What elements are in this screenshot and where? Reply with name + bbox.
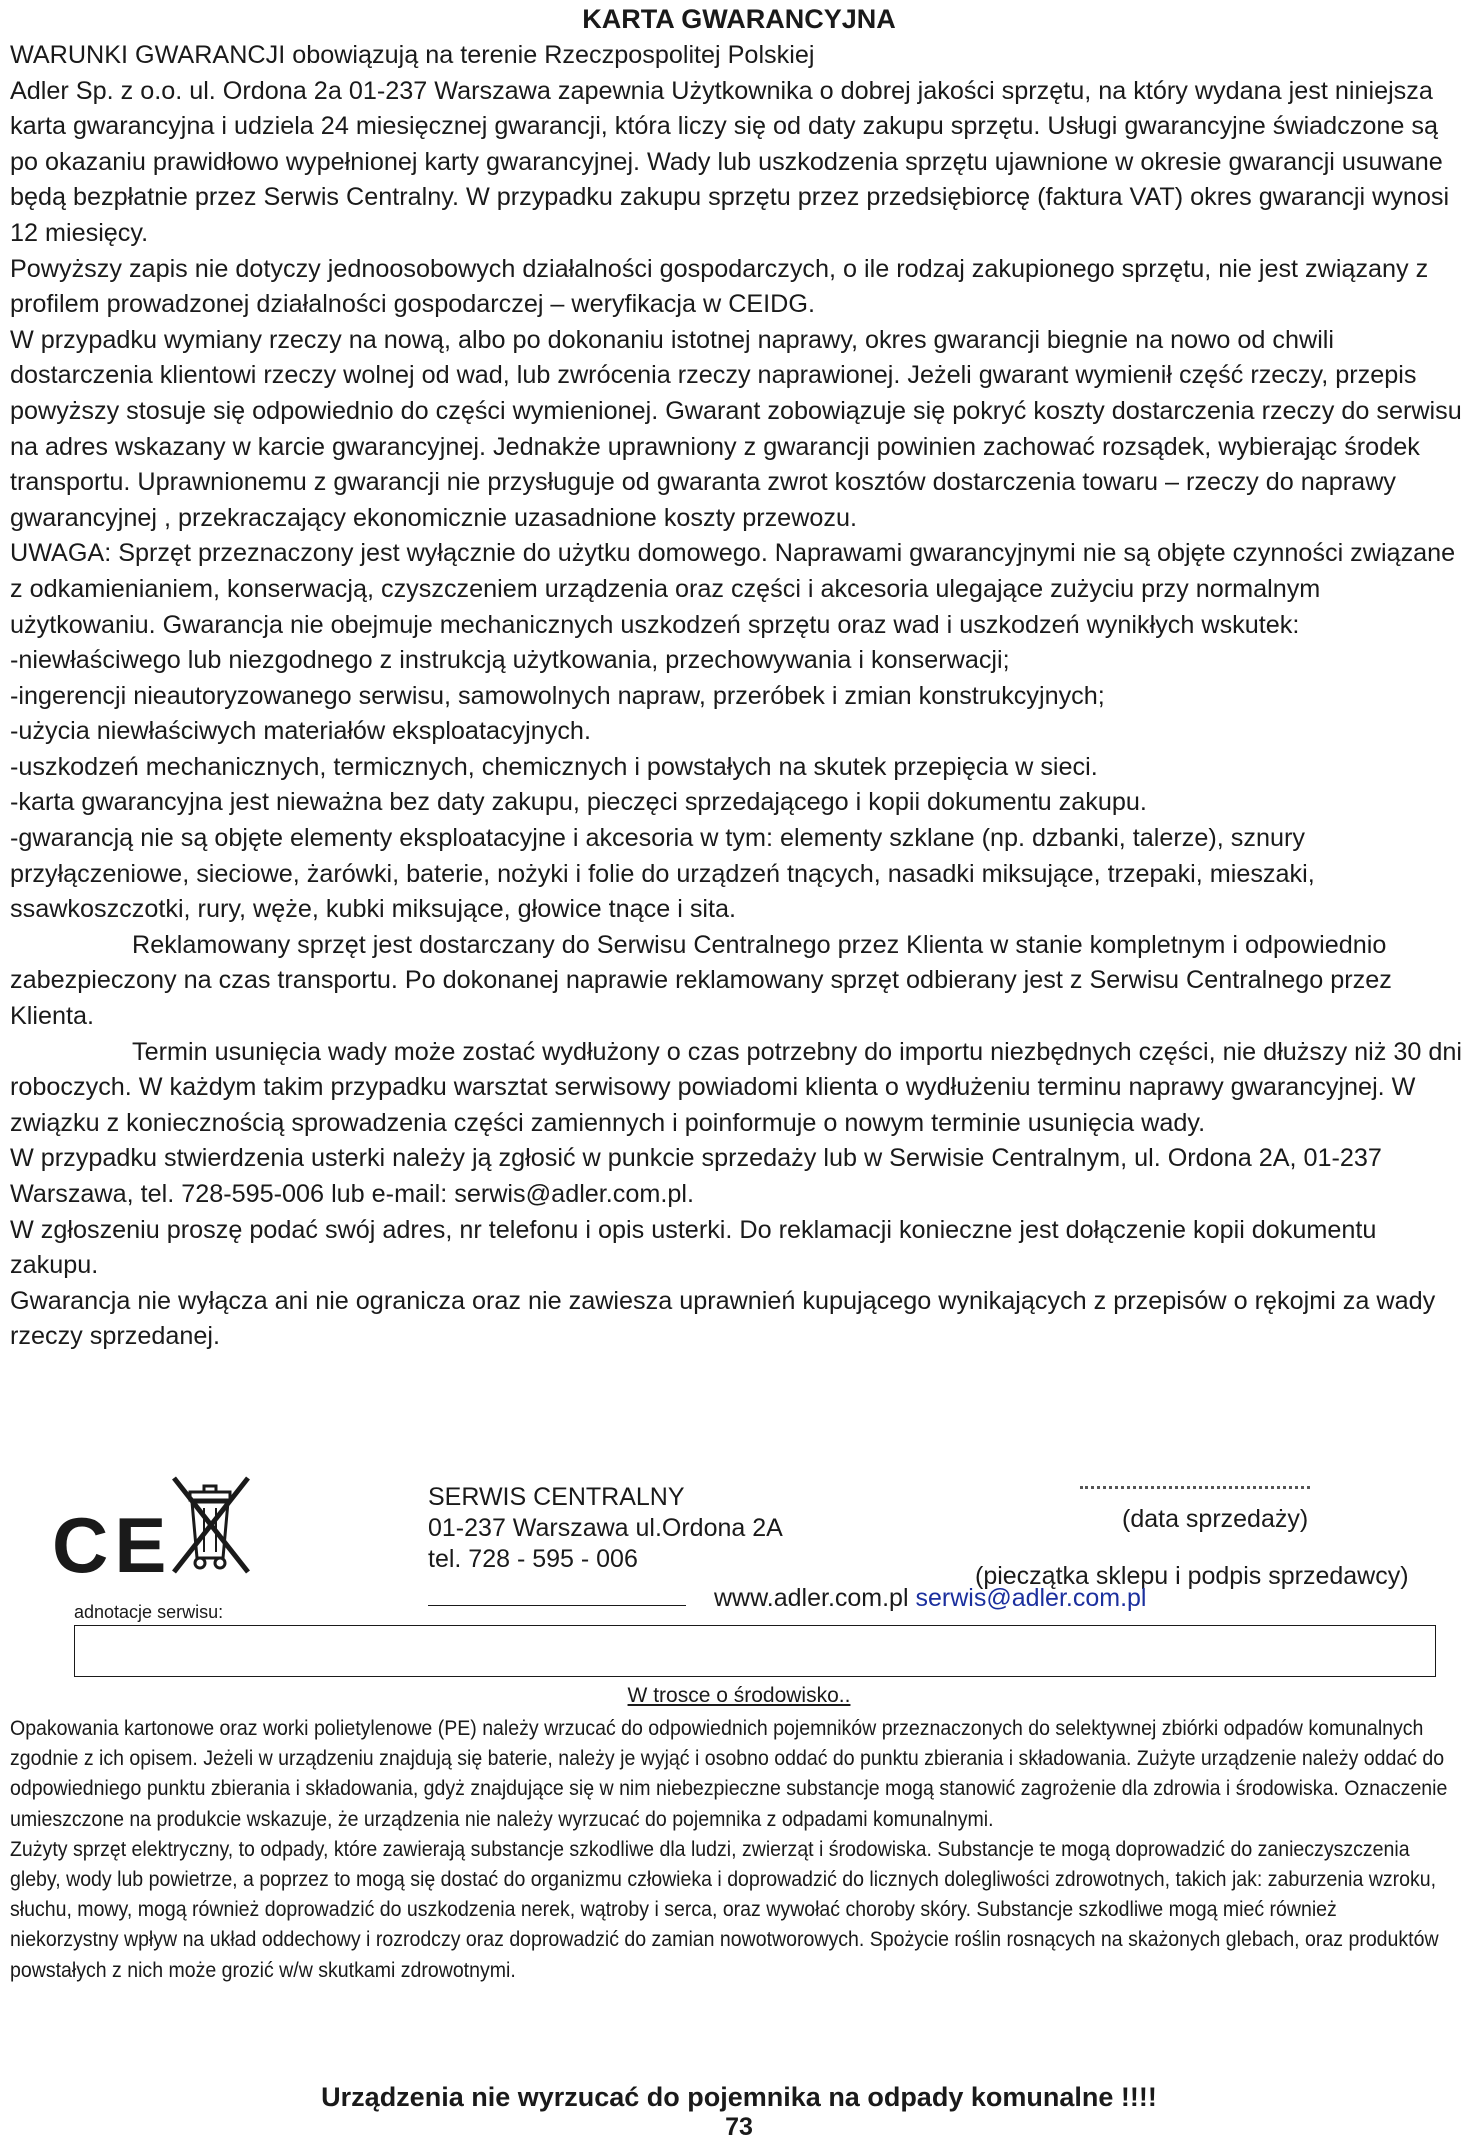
terms-paragraph: Adler Sp. z o.o. ul. Ordona 2a 01-237 Warszawa zapewnia Użytkownika o dobrej jakości sprzętu, na który wydana jest niniejsza karta gwarancyjna i udziela 24 miesięcznej gwarancji, która liczy się od daty zakupu sprzętu. Usługi gwarancyjne świadczone są po okazaniu prawidłowo wypełnionej karty gwarancyjnej. Wady lub uszkodzenia sprzętu ujawnione w okresie gwarancji usuwane będą bezpłatnie przez Serwis Centralny. W przypadku zakupu sprzętu przez przedsiębiorcę (faktura VAT) okres gwarancji wynosi 12 miesięcy. xyxy=(10,76,1450,247)
exclusion-item: -ingerencji nieautoryzowanego serwisu, samowolnych napraw, przeróbek i zmian konstrukcyjnych; xyxy=(10,681,1105,710)
environment-heading xyxy=(0,1684,1478,1708)
environment-paragraph: Zużyty sprzęt elektryczny, to odpady, które zawierają substancje szkodliwe dla ludzi, zwierząt i środowiska. Substancje te mogą doprowadzić do zanieczyszczenia gleby, wody lub powietrze, a poprzez to mogą się dostać do organizmu człowieka i doprowadzić do licznych dolegliwości zdrowotnych, takich jak: zaburzenia wzroku, słuchu, mowy, mogą również doprowadzić do uszkodzenia nerek, wątroby i serca, oraz wywołać choroby skóry. Substancje szkodliwe mogą mieć również niekorzystny wpływ na układ oddechowy i rozrodczy oraz doprowadzić do zamian nowotworowych. Spożycie roślin rosnących na skażonych glebach, oraz produktów powstałych z nich może grozić w/w skutkami zdrowotnymi. xyxy=(10,1837,1439,1982)
exclusion-item: -gwarancją nie są objęte elementy eksploatacyjne i akcesoria w tym: elementy szklane (np. dzbanki, talerze), sznury przyłączeniowe, sieciowe, żarówki, baterie, nożyki i folie do urządzeń tnących, nasadki miksujące, trzepaki, mieszaki, ssawkoszczotki, rury, węże, kubki miksujące, głowice tnące i sita. xyxy=(10,824,1315,924)
warranty-terms xyxy=(10,38,1470,1355)
contact-links xyxy=(714,1584,1147,1613)
terms-paragraph: W przypadku wymiany rzeczy na nową, albo po dokonaniu istotnej naprawy, okres gwarancji biegnie na nowo od chwili dostarczenia klientowi rzeczy wolnej od wad, lub zwrócenia rzeczy naprawionej. Jeżeli gwarant wymienił część rzeczy, przepis powyższy stosuje się odpowiednio do części wymienionej. Gwarant zobowiązuje się pokryć koszty dostarczenia rzeczy do serwisu na adres wskazany w karcie gwarancyjnej. Jednakże uprawniony z gwarancji powinien zachować rozsądek, wybierając środek transportu. Uprawnionemu z gwarancji nie przysługuje od gwaranta zwrot kosztów dostarczenia towaru – rzeczy do naprawy gwarancyjnej , przekraczający ekonomicznie uzasadnione koszty przewozu. xyxy=(10,325,1462,532)
environment-text xyxy=(10,1714,1450,1986)
terms-paragraph: Reklamowany sprzęt jest dostarczany do Serwisu Centralnego przez Klienta w stanie kompletnym i odpowiednio zabezpieczony na czas transportu. Po dokonanej naprawie reklamowany sprzęt odbierany jest z Serwisu Centralnego przez Klienta. xyxy=(10,930,1392,1031)
service-center-block xyxy=(428,1482,783,1575)
website-link[interactable]: www.adler.com.pl xyxy=(714,1584,909,1612)
stamp-label: (pieczątka sklepu i podpis sprzedawcy) xyxy=(975,1562,1409,1590)
sale-date-field[interactable] xyxy=(1080,1486,1310,1489)
divider xyxy=(428,1605,686,1606)
terms-paragraph: WARUNKI GWARANCJI obowiązują na terenie Rzeczpospolitej Polskiej xyxy=(10,41,815,69)
ce-mark-icon: CE xyxy=(52,1501,173,1589)
email-link[interactable]: serwis@adler.com.pl xyxy=(915,1584,1147,1612)
service-notes-field[interactable] xyxy=(74,1625,1436,1677)
environment-paragraph: Opakowania kartonowe oraz worki polietylenowe (PE) należy wrzucać do odpowiednich pojemników przeznaczonych do selektywnej zbiórki odpadów komunalnych zgodnie z ich opisem. Jeżeli w urządzeniu znajdują się baterie, należy je wyjąć i osobno oddać do punktu zbierania i składowania. Zużyte urządzenie należy oddać do odpowiedniego punktu zbierania i składowania, gdyż znajdujące się w nim niebezpieczne substancje mogą stanowić zagrożenie dla zdrowia i środowiska. Oznaczenie umieszczone na produkcie wskazuje, że urządzenia nie należy wyrzucać do pojemnika z odpadami komunalnymi. xyxy=(10,1717,1448,1831)
terms-paragraph: Powyższy zapis nie dotyczy jednoosobowych działalności gospodarczych, o ile rodzaj zakupionego sprzętu, nie jest związany z profilem prowadzonej działalności gospodarczej – weryfikacja w CEIDG. xyxy=(10,254,1429,319)
environment-heading-text: W trosce o środowisko.. xyxy=(627,1684,851,1707)
terms-paragraph: UWAGA: Sprzęt przeznaczony jest wyłącznie do użytku domowego. Naprawami gwarancyjnymi nie są objęte czynności związane z odkamienianiem, konserwacją, czyszczeniem urządzenia oraz części i akcesoria ulegające zużyciu przy normalnym użytkowaniu. Gwarancja nie obejmuje mechanicznych uszkodzeń sprzętu oraz wad i uszkodzeń wynikłych wskutek: xyxy=(10,539,1456,639)
terms-paragraph: W przypadku stwierdzenia usterki należy ją zgłosić w punkcie sprzedaży lub w Serwisie Centralnym, ul. Ordona 2A, 01-237 Warszawa, tel. 728-595-006 lub e-mail: serwis@adler.com.pl. xyxy=(10,1144,1382,1208)
exclusion-item: -użycia niewłaściwych materiałów eksploatacyjnych. xyxy=(10,717,591,746)
exclusion-item: -karta gwarancyjna jest nieważna bez daty zakupu, pieczęci sprzedającego i kopii dokumentu zakupu. xyxy=(10,788,1147,817)
service-phone: tel. 728 - 595 - 006 xyxy=(428,1545,638,1573)
service-address: 01-237 Warszawa ul.Ordona 2A xyxy=(428,1514,783,1542)
page-title: KARTA GWARANCYJNA xyxy=(582,4,896,34)
exclusion-item: -niewłaściwego lub niezgodnego z instrukcją użytkowania, przechowywania i konserwacji; xyxy=(10,646,1010,675)
terms-paragraph: W zgłoszeniu proszę podać swój adres, nr telefonu i opis usterki. Do reklamacji konieczne jest dołączenie kopii dokumentu zakupu. xyxy=(10,1215,1377,1280)
terms-paragraph: Gwarancja nie wyłącza ani nie ogranicza oraz nie zawiesza uprawnień kupującego wynikających z przepisów o rękojmi za wady rzeczy sprzedanej. xyxy=(10,1286,1436,1351)
exclusion-item: -uszkodzeń mechanicznych, termicznych, chemicznych i powstałych na skutek przepięcia w sieci. xyxy=(10,752,1098,781)
crossed-bin-icon xyxy=(160,1470,260,1580)
disposal-warning: Urządzenia nie wyrzucać do pojemnika na odpady komunalne !!!! xyxy=(321,2082,1157,2112)
sale-date-label: (data sprzedaży) xyxy=(1122,1505,1309,1533)
service-name: SERWIS CENTRALNY xyxy=(428,1483,685,1511)
service-notes-label: adnotacje serwisu: xyxy=(74,1602,224,1622)
page-number: 73 xyxy=(725,2113,753,2141)
terms-paragraph: Termin usunięcia wady może zostać wydłużony o czas potrzebny do importu niezbędnych części, nie dłuższy niż 30 dni roboczych. W każdym takim przypadku warsztat serwisowy powiadomi klienta o wydłużeniu terminu naprawy gwarancyjnej. W związku z koniecznością sprowadzenia części zamiennych i poinformuje o nowym terminie usunięcia wady. xyxy=(10,1037,1462,1137)
